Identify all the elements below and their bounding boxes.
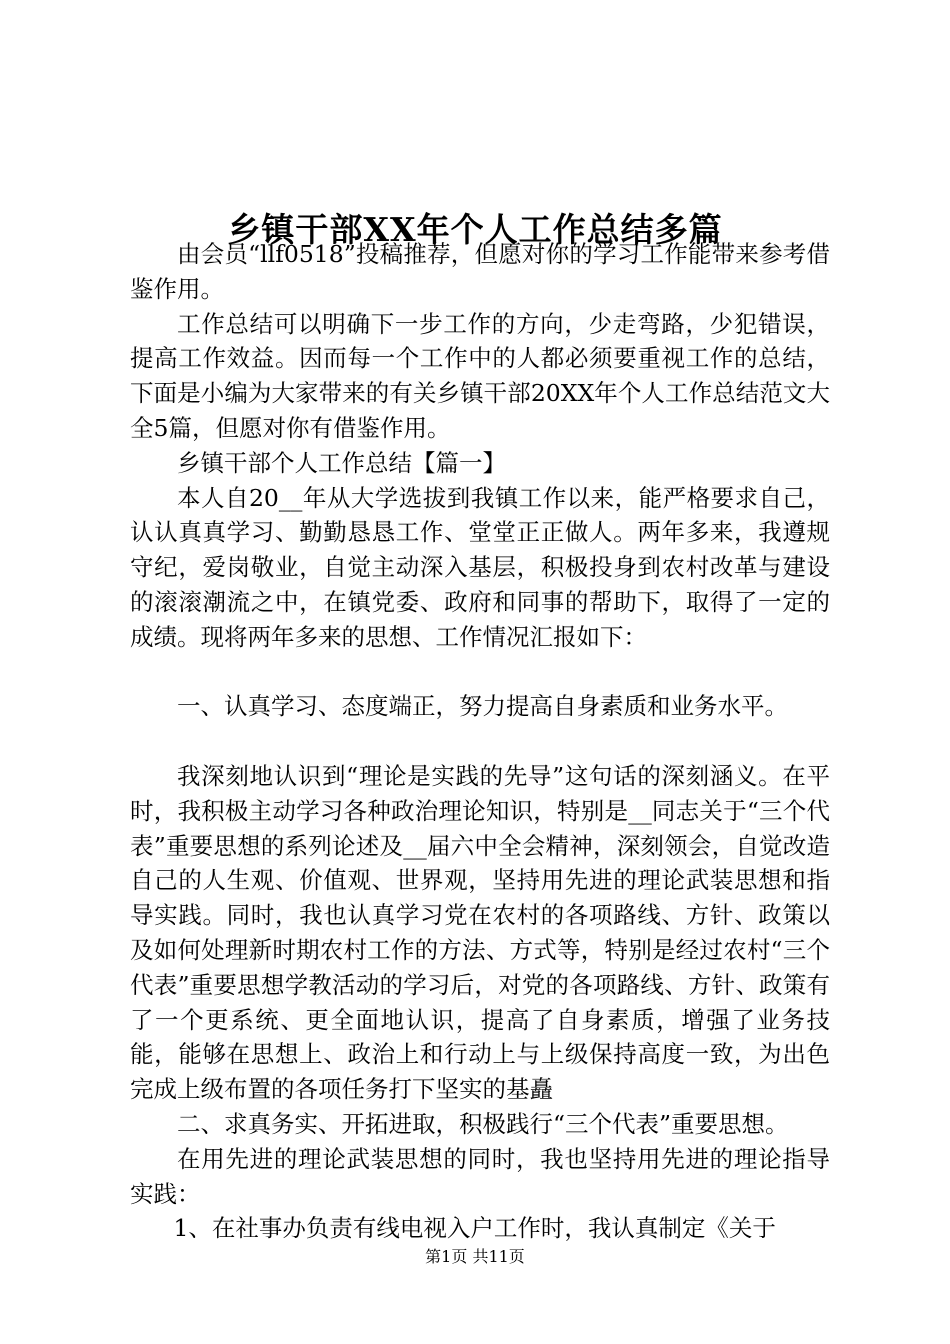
body-paragraph: 本人自20__年从大学选拔到我镇工作以来，能严格要求自己，认认真真学习、勤勤恳恳工作、堂堂正正做人。两年多来，我遵规守纪，爱岗敬业，自觉主动深入基层，积极投身到农村改革与建设的滚滚潮流之中，在镇党委、政府和同事的帮助下，取得了一定的成绩。现将两年多来的思想、工作情况汇报如下： [130, 483, 830, 651]
document-title: 乡镇干部XX年个人工作总结多篇 [227, 210, 723, 250]
body-paragraph: 我深刻地认识到“理论是实践的先导”这句话的深刻涵义。在平时，我积极主动学习各种政治理论知识，特别是__同志关于“三个代表”重要思想的系列论述及__届六中全会精神，深刻领会，自觉改造自己的人生观、价值观、世界观，坚持用先进的理论武装思想和指导实践。同时，我也认真学习党在农村的各项路线、方针、政策以及如何处理新时期农村工作的方法、方式等，特别是经过农村“三个代表”重要思想学教活动的学习后，对党的各项路线、方针、政策有了一个更系统、更全面地认识，提高了自身素质，增强了业务技能，能够在思想上、政治上和行动上与上级保持高度一致，为出色完成上级布置的各项任务打下坚实的基矗 [130, 761, 830, 1104]
subsection-heading: 二、求真务实、开拓进取，积极践行“三个代表”重要思想。 [177, 1109, 789, 1138]
intro-paragraph: 由会员“llf0518”投稿推荐，但愿对你的学习工作能带来参考借鉴作用。 [130, 240, 830, 303]
spacer [130, 655, 830, 690]
subsection-heading: 一、认真学习、态度端正，努力提高自身素质和业务水平。 [177, 692, 788, 721]
section-heading: 乡镇干部个人工作总结【篇一】 [177, 448, 506, 477]
page-footer: 第1页 共11页 [425, 1247, 525, 1266]
body-paragraph: 在用先进的理论武装思想的同时，我也坚持用先进的理论指导实践： [130, 1144, 830, 1208]
spacer [130, 724, 830, 759]
list-item: 1、在社事办负责有线电视入户工作时，我认真制定《关于 [173, 1214, 776, 1243]
document-body [130, 237, 830, 1246]
summary-paragraph: 工作总结可以明确下一步工作的方向，少走弯路，少犯错误，提高工作效益。因而每一个工作中的人都必须要重视工作的总结，下面是小编为大家带来的有关乡镇干部20XX年个人工作总结范文大全5篇，但愿对你有借鉴作用。 [130, 309, 830, 442]
